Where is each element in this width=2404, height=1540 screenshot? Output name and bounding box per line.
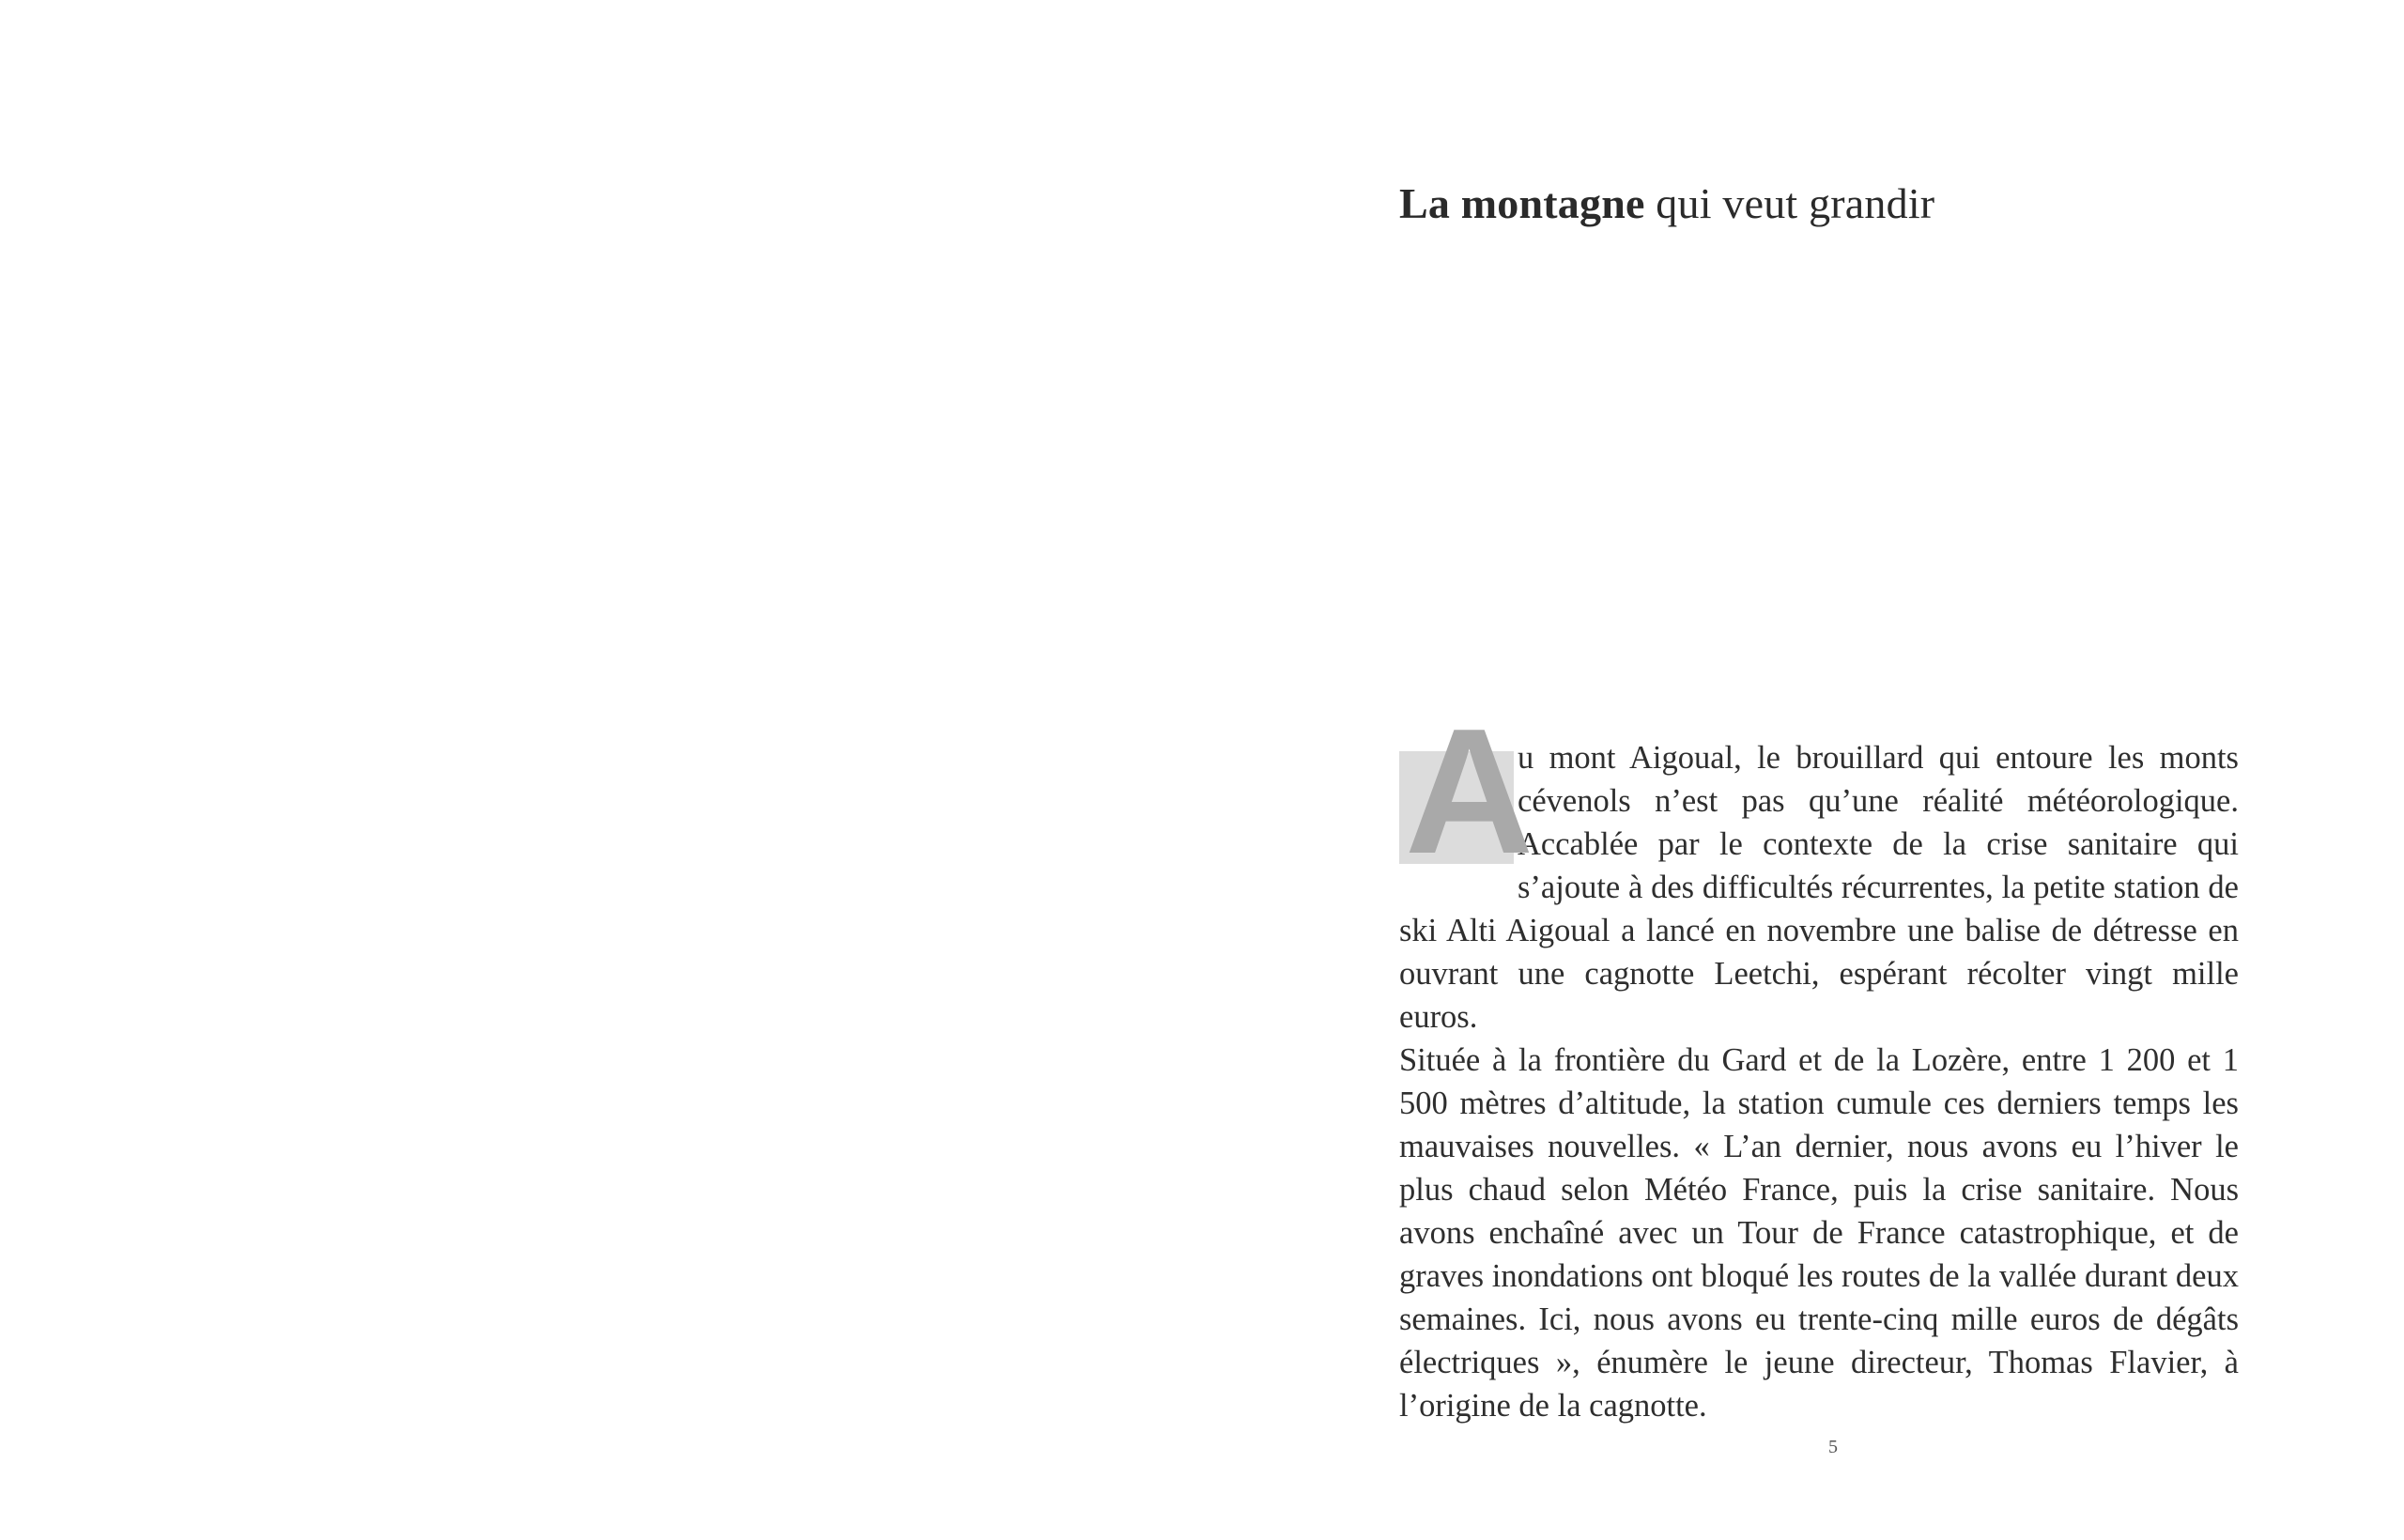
paragraph-2: Située à la frontière du Gard et de la Lozère, entre 1 200 et 1 500 mètres d’altitude, la station cumule ces derniers temps les mauvaises nouvelles. « L’an dernier, nous avons eu l’hiver le plus chaud selon Météo France, puis la crise sanitaire. Nous avons enchaîné avec un Tour de France catastrophique, et de graves inondations ont bloqué les routes de la vallée durant deux semaines. Ici, nous avons eu trente-cinq mille euros de dégâts électriques », énumère le jeune directeur, Thomas Flavier, à l’origine de la cagnotte.	[1399, 1042, 2239, 1424]
article-body	[1399, 692, 2239, 1427]
page-number: 5	[1828, 1437, 1838, 1457]
drop-cap	[1399, 692, 1534, 891]
drop-cap-letter: A	[1405, 692, 1534, 891]
title-strong: La montagne	[1399, 179, 1645, 227]
page-title	[1399, 178, 1934, 228]
paragraph-1: u mont Aigoual, le brouillard qui entoure les monts cévenols n’est pas qu’une réalité météorologique. Accablée par le contexte de la crise sanitaire qui s’ajoute à des difficultés récurrentes, la petite station de ski Alti Aigoual a lancé en novembre une balise de détresse en ouvrant une cagnotte Leetchi, espérant récolter vingt mille euros.	[1399, 740, 2239, 1035]
title-rest: qui veut grandir	[1644, 179, 1935, 227]
right-page	[1202, 0, 2404, 1540]
